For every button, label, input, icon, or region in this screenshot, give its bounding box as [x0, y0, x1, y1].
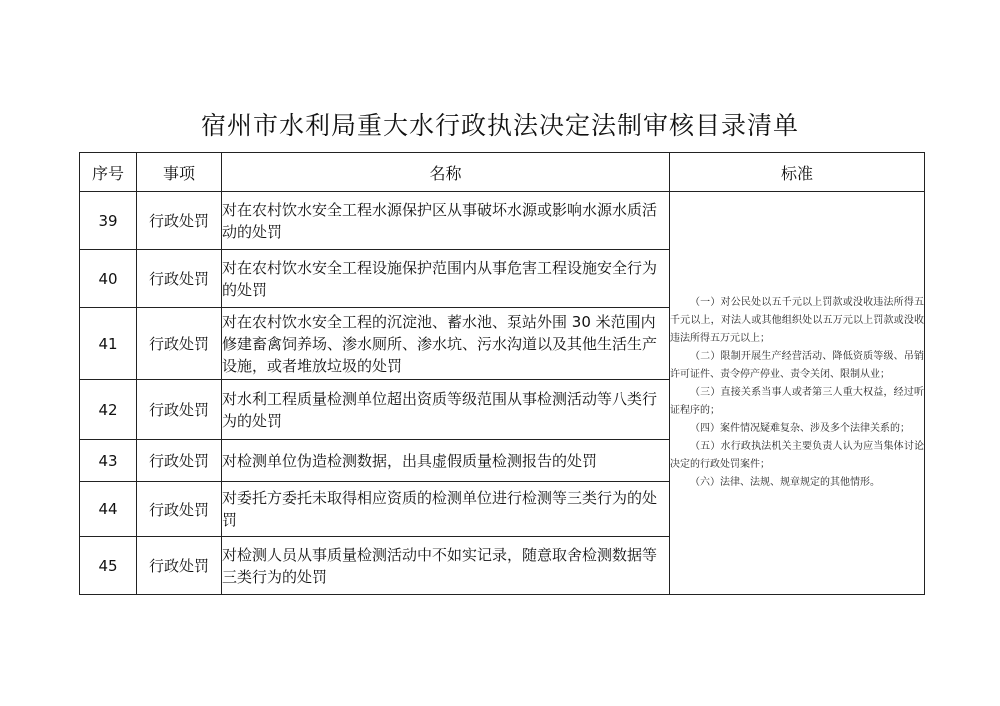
row-no: 45 — [80, 537, 137, 595]
row-name: 对在农村饮水安全工程设施保护范围内从事危害工程设施安全行为的处罚 — [222, 250, 670, 308]
row-type: 行政处罚 — [137, 440, 222, 482]
row-no: 40 — [80, 250, 137, 308]
header-name: 名称 — [222, 153, 670, 192]
page-title: 宿州市水利局重大水行政执法决定法制审核目录清单 — [200, 111, 799, 140]
standard-item: （一）对公民处以五千元以上罚款或没收违法所得五千元以上，对法人或其他组织处以五万元以上罚款或没收违法所得五万元以上； — [670, 297, 924, 344]
row-no: 39 — [80, 192, 137, 250]
row-name: 对检测单位伪造检测数据，出具虚假质量检测报告的处罚 — [222, 440, 670, 482]
row-no: 43 — [80, 440, 137, 482]
row-name: 对检测人员从事质量检测活动中不如实记录，随意取舍检测数据等三类行为的处罚 — [222, 537, 670, 595]
table-row — [80, 192, 925, 250]
row-type: 行政处罚 — [137, 482, 222, 537]
row-name: 对水利工程质量检测单位超出资质等级范围从事检测活动等八类行为的处罚 — [222, 380, 670, 440]
header-no: 序号 — [80, 153, 137, 192]
standard-cell — [670, 192, 925, 595]
row-type: 行政处罚 — [137, 380, 222, 440]
table-header-row — [80, 153, 925, 192]
row-name: 对委托方委托未取得相应资质的检测单位进行检测等三类行为的处罚 — [222, 482, 670, 537]
row-type: 行政处罚 — [137, 537, 222, 595]
row-type: 行政处罚 — [137, 192, 222, 250]
row-type: 行政处罚 — [137, 308, 222, 380]
standard-item: （四）案件情况疑难复杂、涉及多个法律关系的； — [690, 423, 910, 434]
header-type: 事项 — [137, 153, 222, 192]
header-standard: 标准 — [670, 153, 925, 192]
standard-item: （五）水行政执法机关主要负责人认为应当集体讨论决定的行政处罚案件； — [670, 441, 924, 470]
standard-item: （三）直接关系当事人或者第三人重大权益，经过听证程序的； — [670, 387, 924, 416]
row-no: 41 — [80, 308, 137, 380]
row-name: 对在农村饮水安全工程水源保护区从事破坏水源或影响水源水质活动的处罚 — [222, 192, 670, 250]
row-name: 对在农村饮水安全工程的沉淀池、蓄水池、泵站外围 30 米范围内修建畜禽饲养场、渗水厕所、渗水坑、污水沟道以及其他生活生产设施，或者堆放垃圾的处罚 — [222, 308, 670, 380]
row-no: 42 — [80, 380, 137, 440]
row-no: 44 — [80, 482, 137, 537]
standard-item: （二）限制开展生产经营活动、降低资质等级、吊销许可证件、责令停产停业、责令关闭、限制从业； — [670, 351, 924, 380]
standard-item: （六）法律、法规、规章规定的其他情形。 — [690, 477, 880, 488]
row-type: 行政处罚 — [137, 250, 222, 308]
catalog-table — [79, 152, 925, 595]
